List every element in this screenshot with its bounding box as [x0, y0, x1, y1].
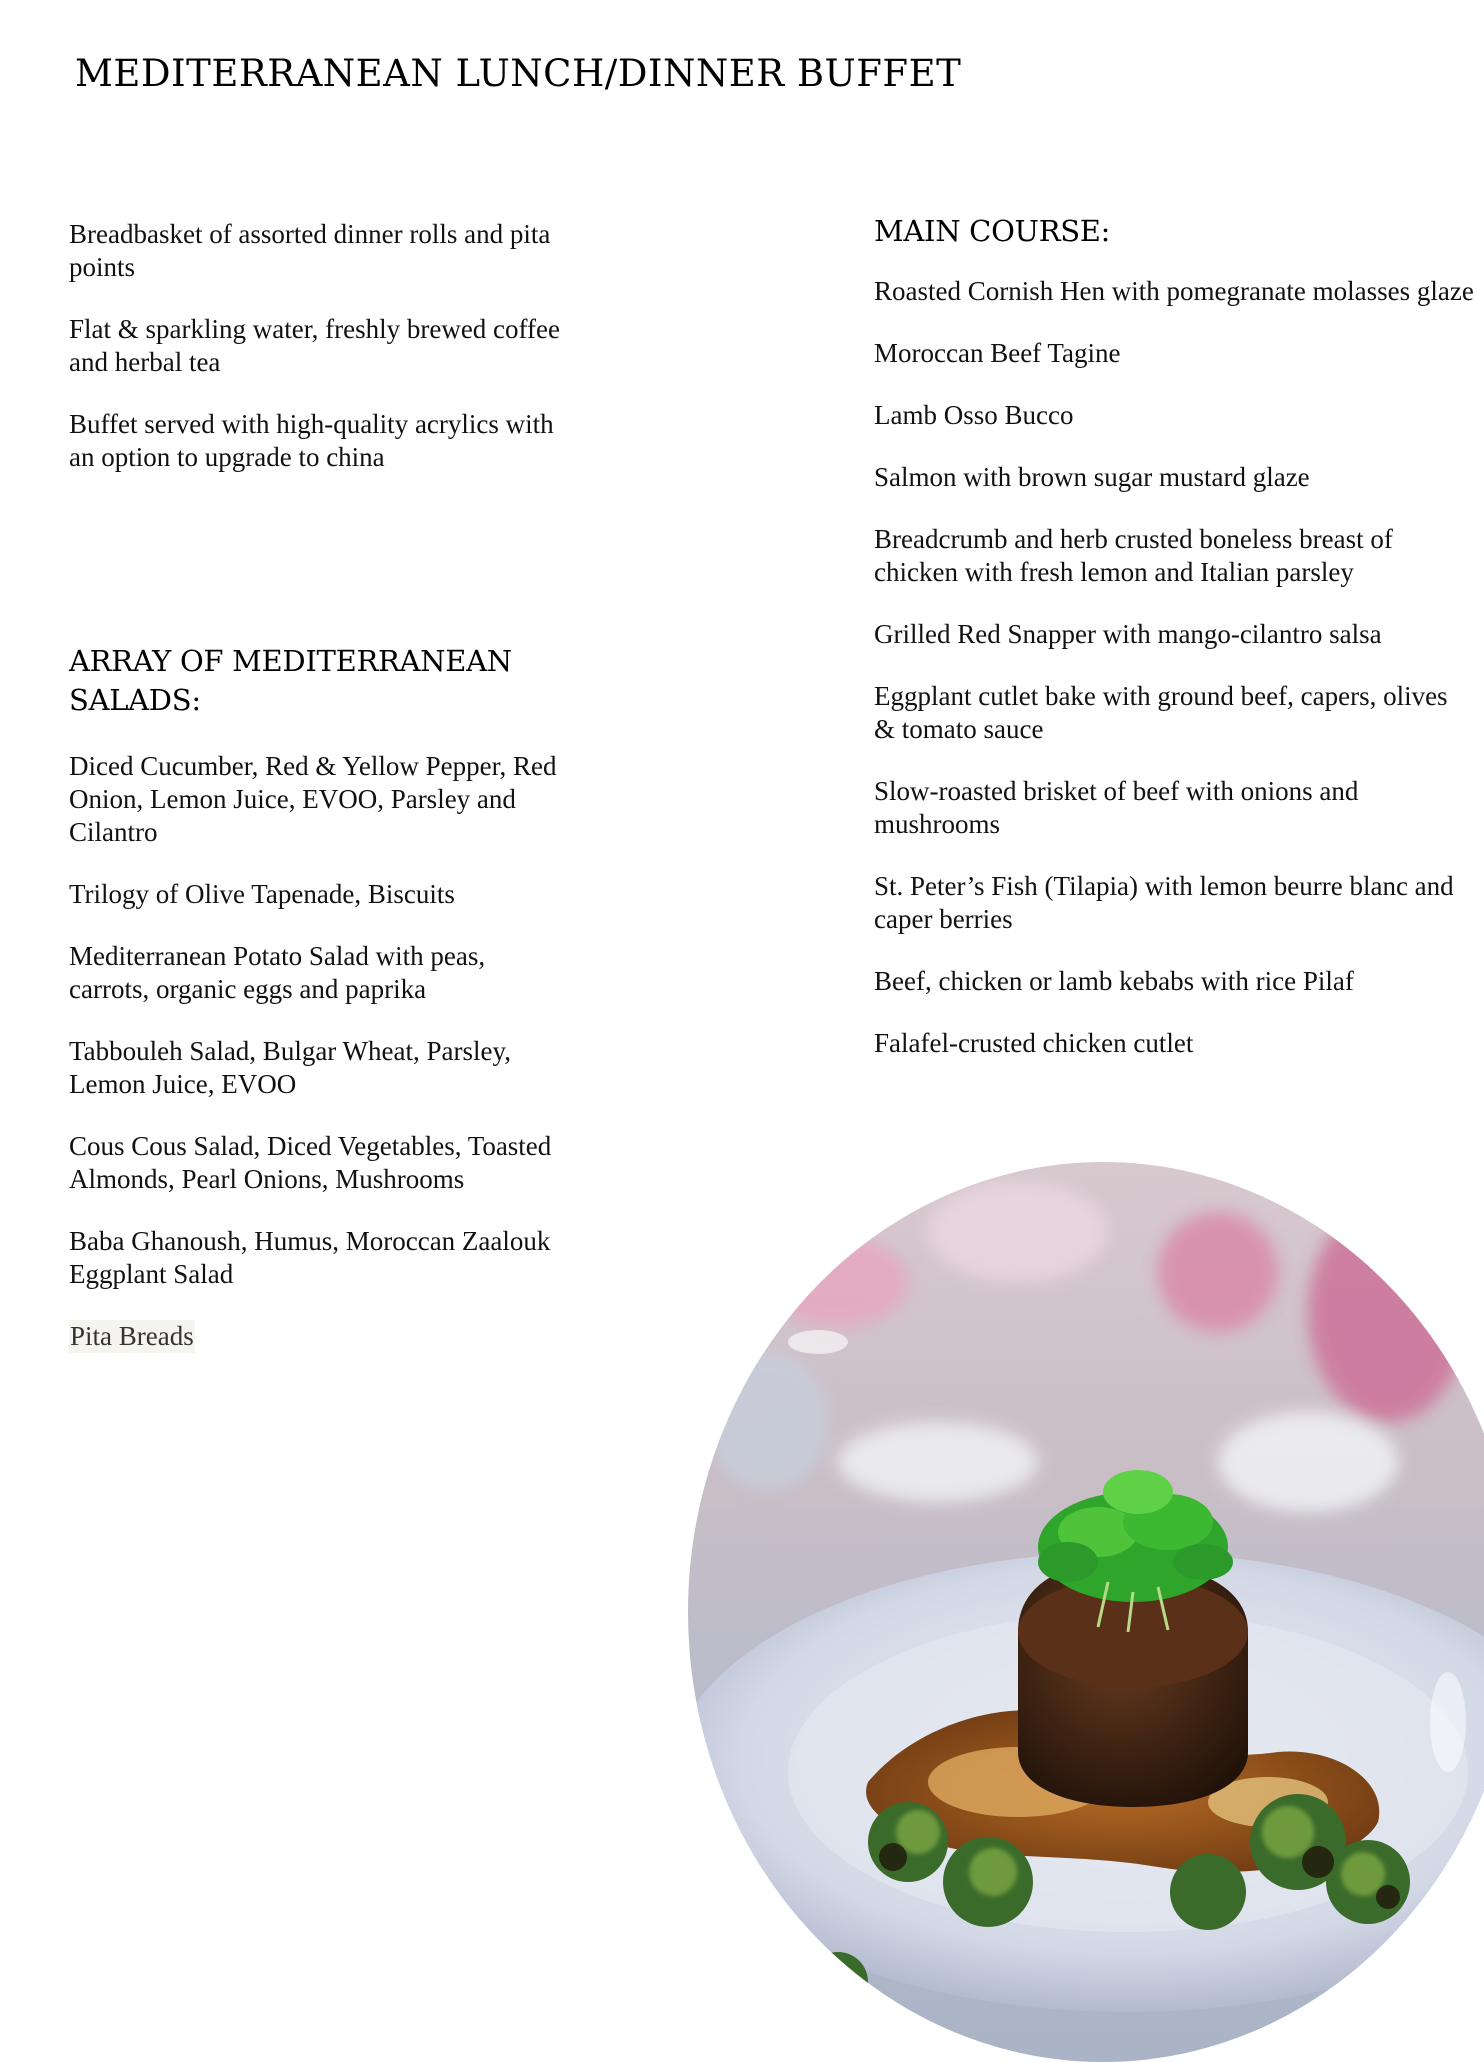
- main-course-heading: MAIN COURSE:: [874, 214, 1111, 248]
- salad-item: Tabbouleh Salad, Bulgar Wheat, Parsley, Lemon Juice, EVOO: [69, 1036, 511, 1099]
- main-course-item: Beef, chicken or lamb kebabs with rice Pilaf: [874, 966, 1354, 996]
- main-course-item: Eggplant cutlet bake with ground beef, capers, olives & tomato sauce: [874, 681, 1448, 744]
- salad-item: Cous Cous Salad, Diced Vegetables, Toasted Almonds, Pearl Onions, Mushrooms: [69, 1131, 552, 1194]
- intro-item: Flat & sparkling water, freshly brewed coffee and herbal tea: [69, 314, 560, 377]
- intro-section: [69, 218, 569, 503]
- pita-breads-highlight: Pita Breads: [70, 1321, 194, 1351]
- main-course-item: Moroccan Beef Tagine: [874, 338, 1121, 368]
- salad-item: [69, 1320, 569, 1353]
- main-course-item: St. Peter’s Fish (Tilapia) with lemon beurre blanc and caper berries: [874, 871, 1454, 934]
- salad-item: Diced Cucumber, Red & Yellow Pepper, Red Onion, Lemon Juice, EVOO, Parsley and Cilantro: [69, 751, 557, 847]
- main-course-item: Roasted Cornish Hen with pomegranate molasses glaze: [874, 276, 1474, 306]
- salad-item: Baba Ghanoush, Humus, Moroccan Zaalouk Eggplant Salad: [69, 1226, 551, 1289]
- main-course-item: Falafel-crusted chicken cutlet: [874, 1028, 1194, 1058]
- salad-item: Trilogy of Olive Tapenade, Biscuits: [69, 879, 455, 909]
- main-course-item: Slow-roasted brisket of beef with onions and mushrooms: [874, 776, 1359, 839]
- main-course-item: Lamb Osso Bucco: [874, 400, 1074, 430]
- salad-item: Mediterranean Potato Salad with peas, carrots, organic eggs and paprika: [69, 941, 486, 1004]
- salads-section: [69, 642, 569, 1382]
- intro-item: Buffet served with high-quality acrylics with an option to upgrade to china: [69, 409, 554, 472]
- main-course-item: Salmon with brown sugar mustard glaze: [874, 462, 1310, 492]
- intro-item: Breadbasket of assorted dinner rolls and pita points: [69, 219, 551, 282]
- page-title: MEDITERRANEAN LUNCH/DINNER BUFFET: [75, 52, 962, 95]
- main-course-item: Grilled Red Snapper with mango-cilantro salsa: [874, 619, 1382, 649]
- food-photo: [688, 1162, 1484, 2062]
- main-course-item: Breadcrumb and herb crusted boneless breast of chicken with fresh lemon and Italian parsley: [874, 524, 1393, 587]
- salads-heading: ARRAY OF MEDITERRANEAN SALADS:: [69, 644, 512, 717]
- main-course-section: [874, 212, 1474, 1089]
